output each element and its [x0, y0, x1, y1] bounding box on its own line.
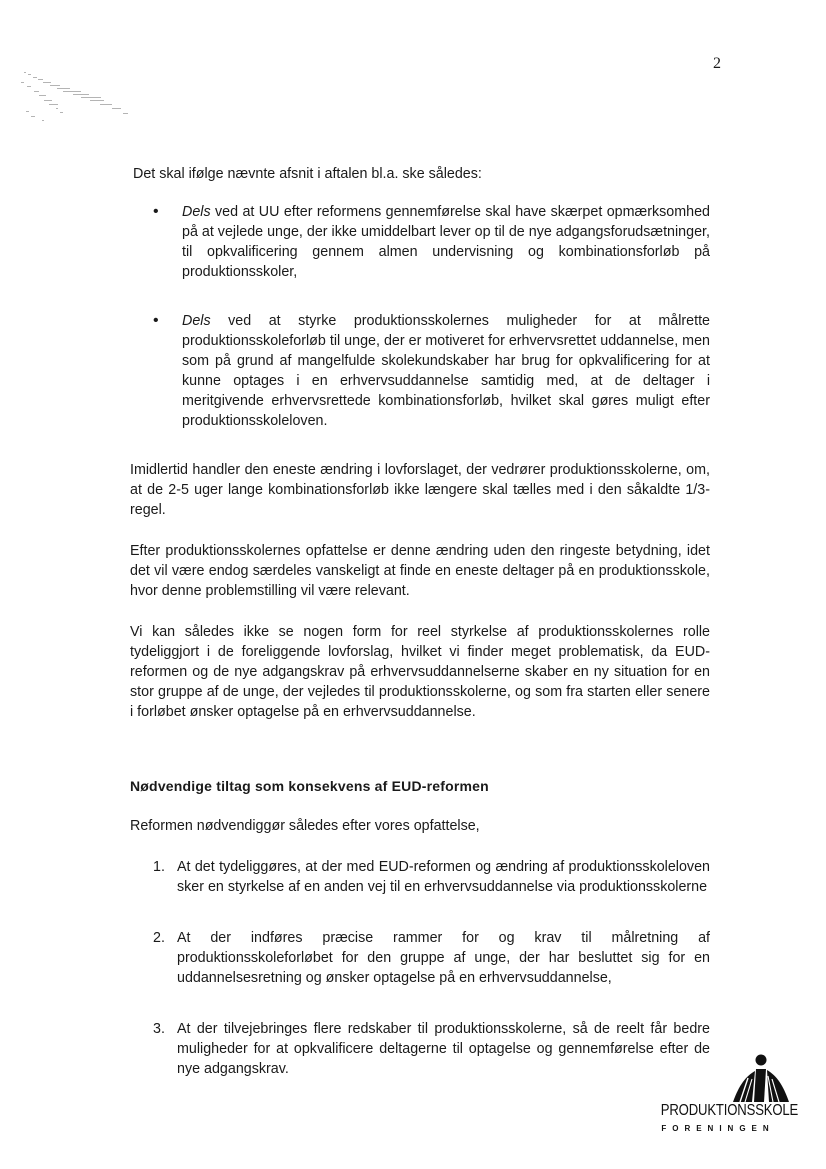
- production-school-association-logo-icon: [732, 1054, 790, 1102]
- bullet-lead-word: Dels: [182, 313, 211, 329]
- bullet-item-2: [182, 311, 710, 431]
- item-number: 3.: [153, 1021, 165, 1037]
- organization-logo: [646, 1054, 799, 1134]
- item-number: 1.: [153, 859, 165, 875]
- intro-paragraph: Det skal ifølge nævnte afsnit i aftalen bl.a. ske således:: [133, 166, 482, 182]
- item-text: At det tydeliggøres, at der med EUD-reformen og ændring af produktionsskoleloven sker en styrkelse af en anden vej til en erhvervsuddannelse via produktionsskolerne: [177, 859, 710, 895]
- scan-artifact-icon: [18, 64, 136, 128]
- body-paragraph-3: Vi kan således ikke se nogen form for reel styrkelse af produktionsskolernes rolle tydeliggjort i de foreliggende lovforslag, hvilket vi finder meget problematisk, da EUD-reformen og de nye adgangskrav på erhvervsuddannelserne skaber en ny situation for en stor gruppe af de unge, der vejledes til produktionsskolerne, og som fra starten eller senere i forløbet ønsker optagelse på en erhvervsuddannelse.: [130, 624, 710, 720]
- item-text: At der indføres præcise rammer for og krav til målretning af produktionsskoleforløbet for den gruppe af unge, der har besluttet sig for en uddannelsesretning og ønsker optagelse på en erhvervsuddannelse,: [177, 930, 710, 986]
- logo-subtitle: FORENINGEN: [661, 1124, 775, 1133]
- bullet-text: ved at styrke produktionsskolernes muligheder for at målrette produktionsskoleforløb til unge, der er motiveret for erhvervsrettet uddannelse, men som på grund af mangelfulde skolekundskaber har brug for opkvalificering for at kunne optages i en erhvervsuddannelse samtidig med, at de deltager i meritgivende erhvervsrettede kombinationsforløb, hvilket skal gøres muligt efter produktionsskoleloven.: [182, 313, 710, 429]
- section-heading: Nødvendige tiltag som konsekvens af EUD-reformen: [130, 778, 489, 794]
- document-body: [130, 164, 710, 1110]
- numbered-item-1: [153, 857, 710, 897]
- body-paragraph-2: Efter produktionsskolernes opfattelse er denne ændring uden den ringeste betydning, idet det vil være endog særdeles vanskeligt at finde en eneste deltager på en produktionsskole, hvor denne problemstilling vil være relevant.: [130, 543, 710, 599]
- numbered-item-2: [153, 928, 710, 988]
- numbered-item-3: [153, 1019, 710, 1079]
- bullet-text: ved at UU efter reformens gennemførelse skal have skærpet opmærksomhed på at vejlede unge, der ikke umiddelbart lever op til de nye adgangsforudsætninger, til opkvalificering gennem almen undervisning og kombinationsforløb på produktionsskoler,: [182, 204, 710, 280]
- page-number: 2: [713, 55, 721, 72]
- section-intro: Reformen nødvendiggør således efter vores opfattelse,: [130, 818, 480, 834]
- bullet-item-1: [182, 202, 710, 282]
- item-number: 2.: [153, 930, 165, 946]
- bullet-lead-word: Dels: [182, 204, 211, 220]
- numbered-list: [130, 857, 710, 1079]
- item-text: At der tilvejebringes flere redskaber til produktionsskolerne, så de reelt får bedre muligheder for at opkvalificere deltagerne til optagelse og gennemførelse efter de nye adgangskrav.: [177, 1021, 710, 1077]
- body-paragraph-1: Imidlertid handler den eneste ændring i lovforslaget, der vedrører produktionsskolerne, om, at de 2-5 uger lange kombinationsforløb ikke længere skal tælles med i den såkaldte 1/3-regel.: [130, 462, 710, 518]
- bullet-list: [130, 202, 710, 431]
- logo-title: PRODUKTIONSSKOLE: [660, 1102, 799, 1119]
